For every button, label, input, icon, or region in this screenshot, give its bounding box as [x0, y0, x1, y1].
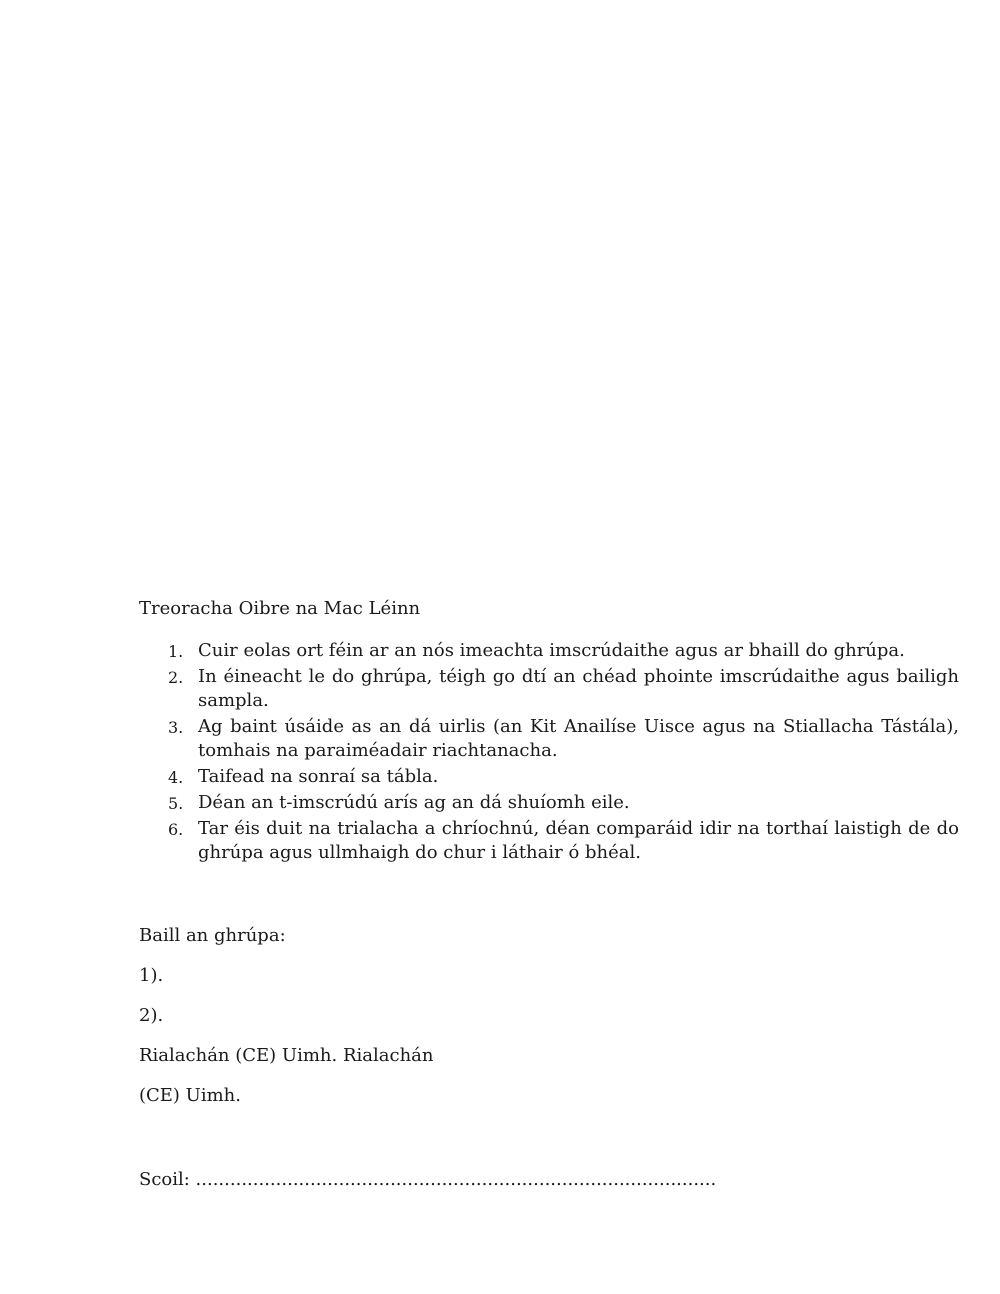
step-number: 5.	[168, 794, 184, 813]
group-members-label: Baill an ghrúpa:	[139, 925, 286, 946]
step-text: Taifead na sonraí sa tábla.	[198, 766, 439, 787]
step-number: 1.	[168, 642, 184, 661]
regulation-line-1: Rialachán (CE) Uimh. Rialachán	[139, 1045, 434, 1066]
step-number: 6.	[168, 820, 184, 839]
regulation-line-2: (CE) Uimh.	[139, 1085, 241, 1106]
step-number: 2.	[168, 668, 184, 687]
group-member-2: 2).	[139, 1005, 164, 1026]
step-number: 3.	[168, 718, 184, 737]
instruction-step	[139, 817, 959, 865]
instruction-step	[139, 715, 959, 763]
instruction-step	[139, 639, 959, 663]
step-text: Cuir eolas ort féin ar an nós imeachta imscrúdaithe agus ar bhaill do ghrúpa.	[198, 640, 905, 661]
page-heading: Treoracha Oibre na Mac Léinn	[139, 598, 421, 619]
step-text: In éineacht le do ghrúpa, téigh go dtí an chéad phointe imscrúdaithe agus bailigh sampla.	[198, 666, 959, 711]
instruction-step	[139, 791, 959, 815]
group-member-1: 1).	[139, 965, 164, 986]
step-text: Déan an t-imscrúdú arís ag an dá shuíomh eile.	[198, 792, 630, 813]
instruction-list	[139, 639, 959, 867]
step-number: 4.	[168, 768, 184, 787]
step-text: Tar éis duit na trialacha a chríochnú, déan comparáid idir na torthaí laistigh de do ghrúpa agus ullmhaigh do chur i láthair ó bhéal.	[198, 818, 959, 863]
step-text: Ag baint úsáide as an dá uirlis (an Kit Anailíse Uisce agus na Stiallacha Tástála), tomhais na paraiméadair riachtanacha.	[198, 716, 959, 761]
instruction-step	[139, 765, 959, 789]
school-line: Scoil: ...........................................................................................	[139, 1169, 717, 1190]
instruction-step	[139, 665, 959, 713]
